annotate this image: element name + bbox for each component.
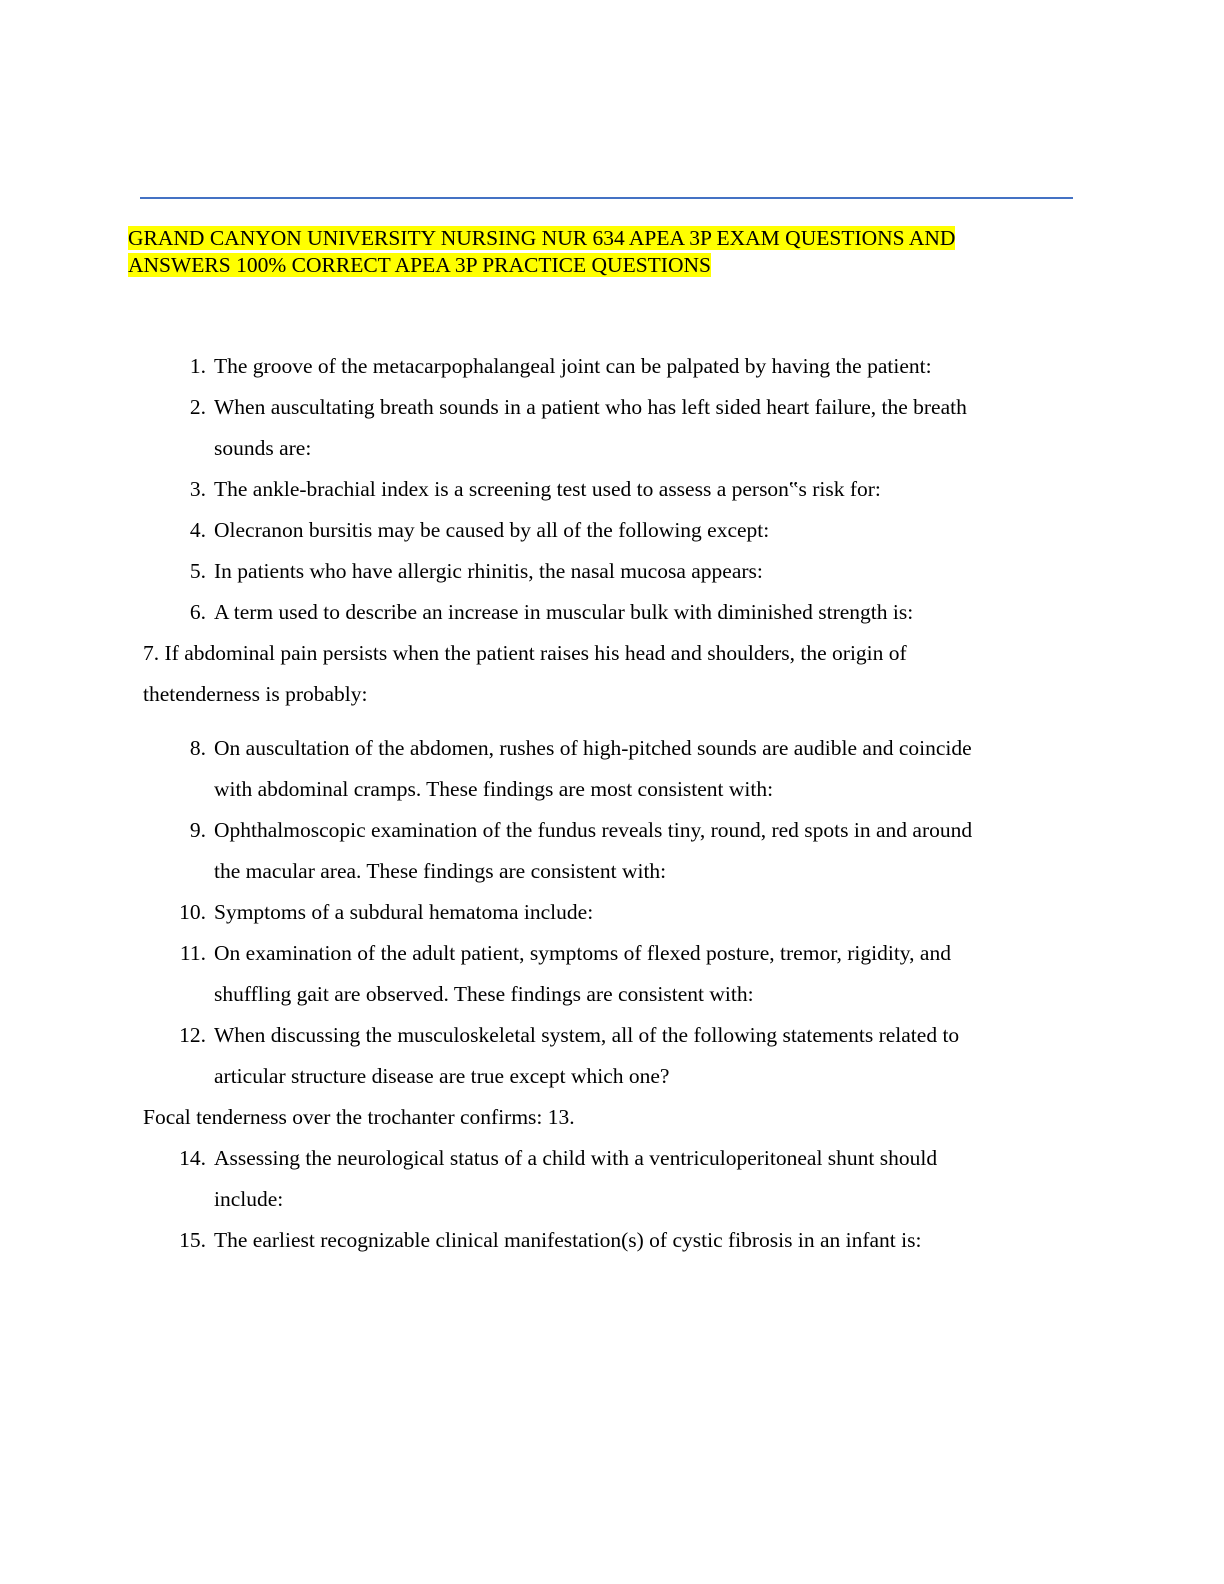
question-text: When discussing the musculoskeletal system, all of the following statements related to bbox=[214, 1023, 960, 1047]
question-number: 1. bbox=[189, 354, 206, 378]
question-text: sounds are: bbox=[214, 436, 312, 460]
question-number: 3. bbox=[189, 477, 206, 501]
question-text: with abdominal cramps. These findings are most consistent with: bbox=[214, 777, 774, 801]
question-text: On auscultation of the abdomen, rushes of high-pitched sounds are audible and coincide bbox=[214, 736, 972, 760]
question-number: 12. bbox=[179, 1023, 206, 1047]
question-number: 2. bbox=[189, 395, 206, 419]
question-text: Olecranon bursitis may be caused by all of the following except: bbox=[214, 518, 770, 542]
question-text: articular structure disease are true except which one? bbox=[214, 1064, 670, 1088]
question-text: include: bbox=[214, 1187, 284, 1211]
question-text: The earliest recognizable clinical manifestation(s) of cystic fibrosis in an infant is: bbox=[214, 1228, 922, 1252]
focal-tenderness-line: Focal tenderness over the trochanter confirms: 13. bbox=[143, 1105, 575, 1129]
question-number: 15. bbox=[179, 1228, 206, 1252]
document-title bbox=[128, 225, 1068, 279]
header-rule bbox=[140, 197, 1073, 199]
title-line-2: ANSWERS 100% CORRECT APEA 3P PRACTICE QUESTIONS bbox=[128, 253, 711, 277]
question-number: 9. bbox=[189, 818, 206, 842]
question-text: A term used to describe an increase in muscular bulk with diminished strength is: bbox=[214, 600, 914, 624]
question-text: the macular area. These findings are consistent with: bbox=[214, 859, 667, 883]
question-7-line-1: 7. If abdominal pain persists when the patient raises his head and shoulders, the origin of bbox=[143, 641, 907, 665]
question-text: In patients who have allergic rhinitis, the nasal mucosa appears: bbox=[214, 559, 763, 583]
question-text: Ophthalmoscopic examination of the fundus reveals tiny, round, red spots in and around bbox=[214, 818, 973, 842]
question-number: 8. bbox=[189, 736, 206, 760]
question-text: shuffling gait are observed. These findings are consistent with: bbox=[214, 982, 754, 1006]
question-text: On examination of the adult patient, symptoms of flexed posture, tremor, rigidity, and bbox=[214, 941, 951, 965]
question-text: The groove of the metacarpophalangeal joint can be palpated by having the patient: bbox=[214, 354, 932, 378]
question-text: Assessing the neurological status of a child with a ventriculoperitoneal shunt should bbox=[214, 1146, 938, 1170]
question-number: 10. bbox=[179, 900, 206, 924]
title-line-1: GRAND CANYON UNIVERSITY NURSING NUR 634 APEA 3P EXAM QUESTIONS AND bbox=[128, 226, 956, 250]
question-number: 5. bbox=[189, 559, 206, 583]
question-number: 4. bbox=[189, 518, 206, 542]
question-number: 6. bbox=[189, 600, 206, 624]
question-7-line-2: thetenderness is probably: bbox=[143, 682, 368, 706]
question-text: The ankle-brachial index is a screening test used to assess a person‟s risk for: bbox=[214, 477, 881, 501]
question-number: 14. bbox=[179, 1146, 206, 1170]
question-text: When auscultating breath sounds in a patient who has left sided heart failure, the breath bbox=[214, 395, 967, 419]
question-number: 11. bbox=[179, 941, 206, 965]
question-text: Symptoms of a subdural hematoma include: bbox=[214, 900, 594, 924]
